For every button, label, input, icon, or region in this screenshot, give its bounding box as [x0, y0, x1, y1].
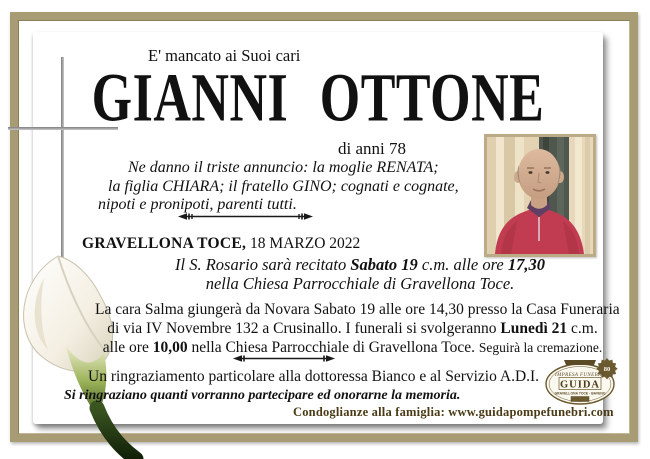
arrow-divider	[177, 211, 314, 222]
logo-sub-label: GRAVELLONA TOCE - BAVENO	[554, 391, 606, 396]
text-segment: alle ore	[102, 339, 153, 356]
text-segment: c.m. alle ore	[417, 255, 508, 274]
logo-name-label: GUIDA	[559, 379, 601, 391]
text-segment-bold: 10,00	[152, 339, 188, 356]
rosary-line2: nella Chiesa Parrocchiale di Gravellona Toce.	[205, 274, 515, 293]
anniversary-badge-label: 80	[603, 365, 611, 373]
funeral-paragraph	[95, 300, 620, 357]
place-date-line	[82, 235, 360, 253]
announcement-line: Ne danno il triste annuncio: la moglie RENATA;	[128, 159, 439, 176]
text-segment: c.m.	[567, 320, 598, 337]
logo-top-label: IMPRESA FUNEBRE	[555, 373, 605, 378]
place-label: GRAVELLONA TOCE,	[82, 235, 247, 252]
intro-line: E' mancato ai Suoi cari	[148, 46, 301, 65]
announcement-line: la figlia CHIARA; il fratello GINO; cognati e cognate,	[108, 178, 459, 195]
text-segment: Il S. Rosario sarà recitato	[174, 255, 351, 274]
text-segment-bold: Sabato 19	[350, 255, 418, 274]
portrait-photo	[484, 134, 596, 257]
announcement-line: nipoti e pronipoti, parenti tutti.	[98, 196, 297, 213]
deceased-name: GIANNI OTTONE	[91, 61, 545, 137]
rosary-line1	[100, 255, 620, 274]
funeral-line2	[95, 319, 610, 338]
funeral-line3	[95, 338, 610, 357]
text-segment: di via IV Novembre 132 a Crusinallo. I funerali si svolgeranno	[107, 320, 501, 337]
thanks-memory-line: Si ringraziano quanti vorranno partecipare ed onorarne la memoria.	[64, 388, 461, 403]
text-segment: nella Chiesa Parrocchiale di Gravellona Toce.	[187, 339, 479, 356]
funeral-home-logo	[544, 356, 622, 408]
text-segment-bold: 17,30	[507, 255, 546, 274]
date-label: 18 MARZO 2022	[246, 235, 361, 252]
rosary-paragraph	[100, 255, 620, 293]
lily-stem	[97, 408, 136, 459]
cremation-note: Seguirà la cremazione.	[478, 340, 603, 355]
funeral-line1: La cara Salma giungerà da Novara Sabato 19 alle ore 14,30 presso la Casa Funeraria	[95, 301, 620, 318]
arrow-divider	[232, 353, 336, 364]
condolences-website-link[interactable]: Condoglianze alla famiglia: www.guidapompefunebri.com	[293, 405, 614, 419]
logo-ribbon	[564, 360, 596, 365]
age-line: di anni 78	[338, 139, 406, 158]
thanks-line: Un ringraziamento particolare alla dottoressa Bianco e al Servizio A.D.I.	[88, 368, 540, 385]
text-segment-bold: Lunedì 21	[500, 320, 568, 337]
